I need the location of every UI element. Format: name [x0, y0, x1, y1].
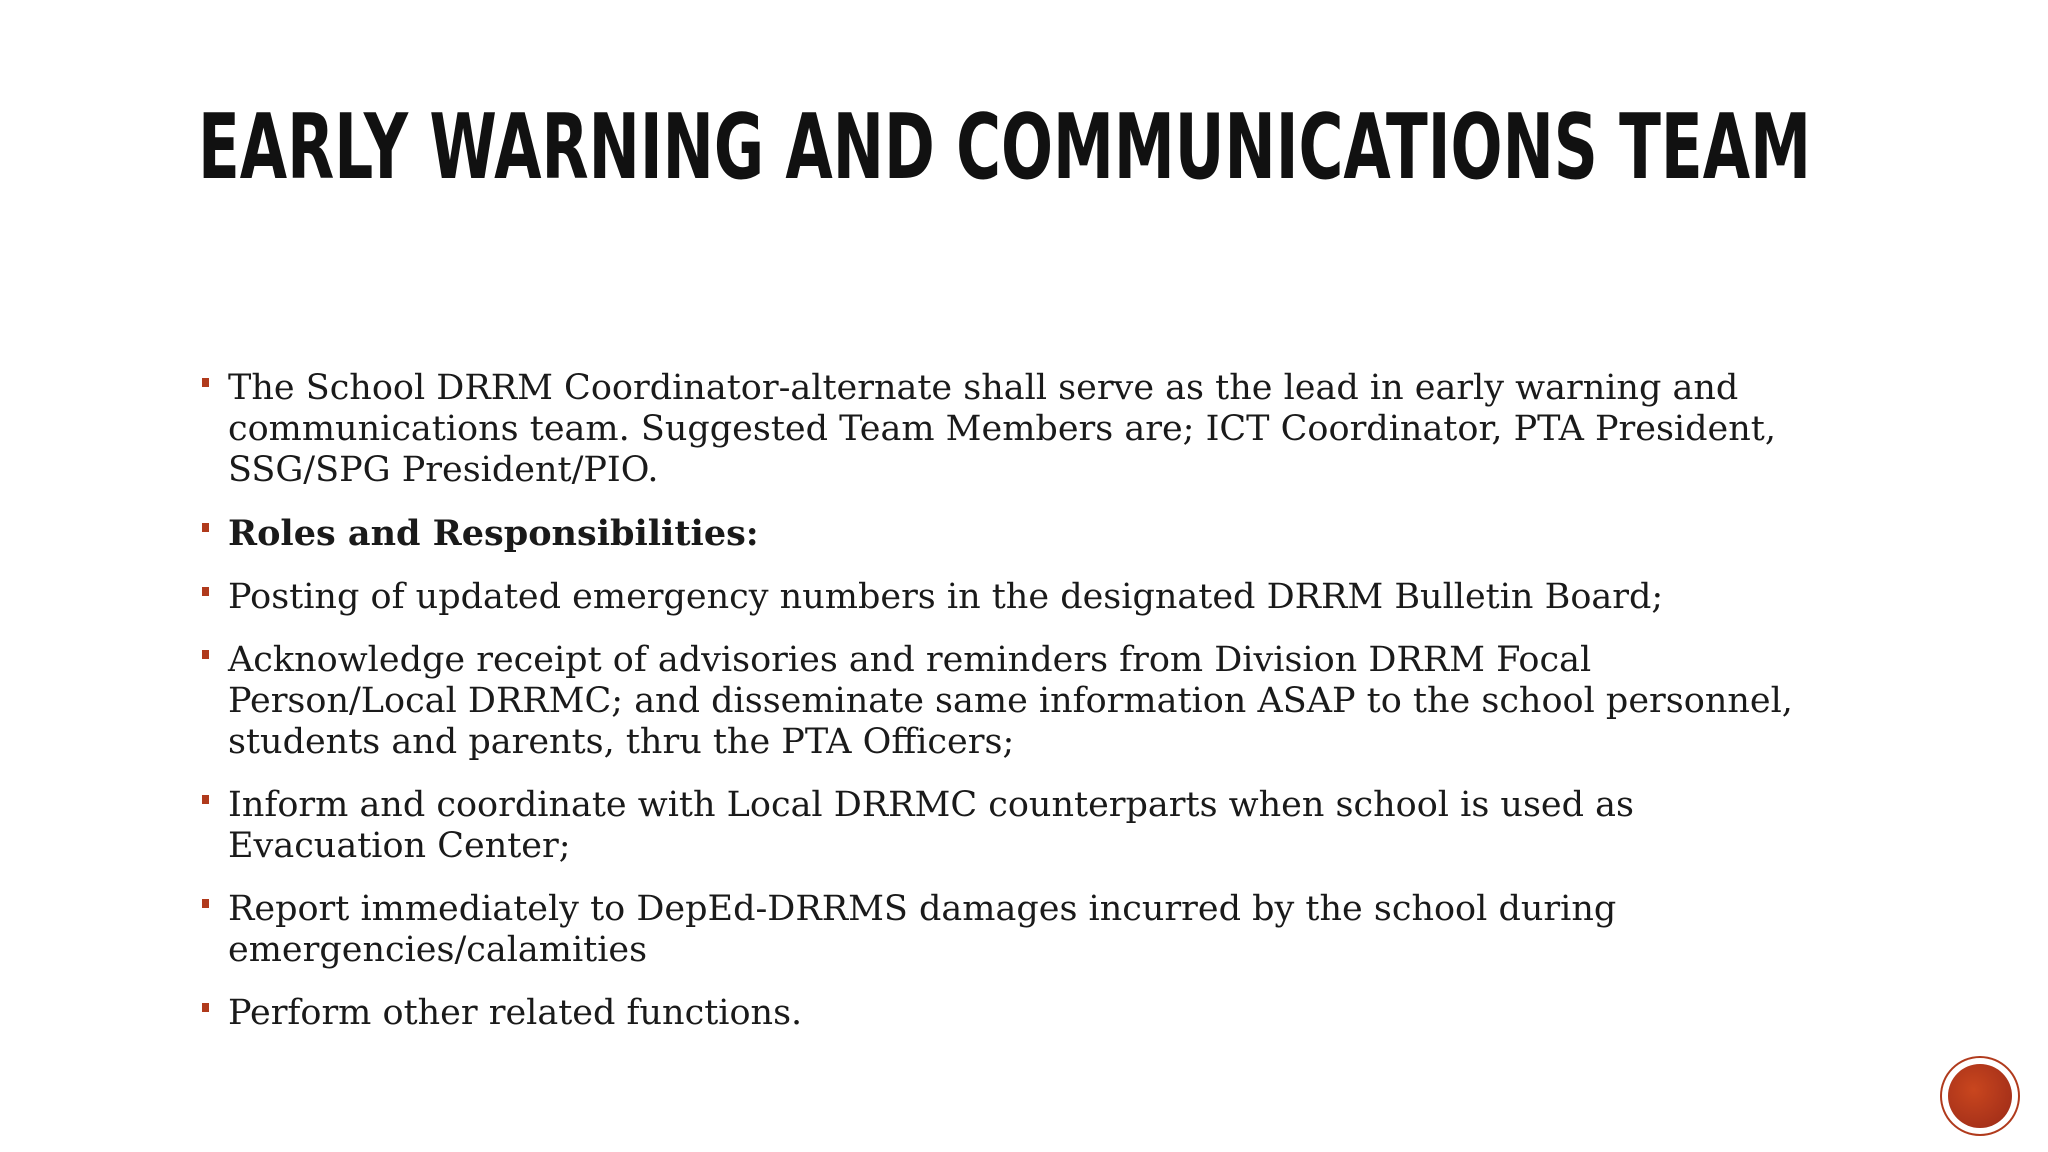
bullet-text: Inform and coordinate with Local DRRMC counterparts when school is used as Evacuation Center;	[228, 785, 1634, 866]
bullet-marker-icon	[202, 795, 209, 804]
bullet-text: Perform other related functions.	[228, 993, 803, 1033]
circle-button-fill	[1948, 1064, 2012, 1128]
bullet-item	[200, 513, 1820, 555]
bullet-item	[200, 640, 1820, 763]
bullet-text: Report immediately to DepEd-DRRMS damages incurred by the school during emergencies/calamities	[228, 889, 1617, 970]
bullet-item	[200, 577, 1820, 618]
bullet-text: Roles and Responsibilities:	[228, 513, 759, 554]
bullet-item	[200, 368, 1820, 491]
bullet-item	[200, 993, 1820, 1034]
bullet-marker-icon	[202, 378, 209, 387]
bullet-text: Acknowledge receipt of advisories and reminders from Division DRRM Focal Person/Local DRRMC; and disseminate same information ASAP to the school personnel, students and parents, thru the PTA Officers;	[228, 640, 1793, 762]
bullet-list	[200, 368, 1820, 1056]
bullet-marker-icon	[202, 1003, 209, 1012]
bullet-item	[200, 785, 1820, 867]
slide-title: EARLY WARNING AND COMMUNICATIONS TEAM	[198, 95, 1811, 200]
bullet-marker-icon	[202, 899, 209, 908]
bullet-marker-icon	[202, 587, 209, 596]
bullet-marker-icon	[202, 650, 209, 659]
circle-button-icon[interactable]	[1942, 1058, 2018, 1134]
bullet-item	[200, 889, 1820, 971]
bullet-text: Posting of updated emergency numbers in the designated DRRM Bulletin Board;	[228, 577, 1664, 617]
bullet-marker-icon	[202, 523, 209, 532]
bullet-text: The School DRRM Coordinator-alternate shall serve as the lead in early warning and communications team. Suggested Team Members are; ICT Coordinator, PTA President, SSG/SPG President/PIO.	[228, 368, 1776, 490]
